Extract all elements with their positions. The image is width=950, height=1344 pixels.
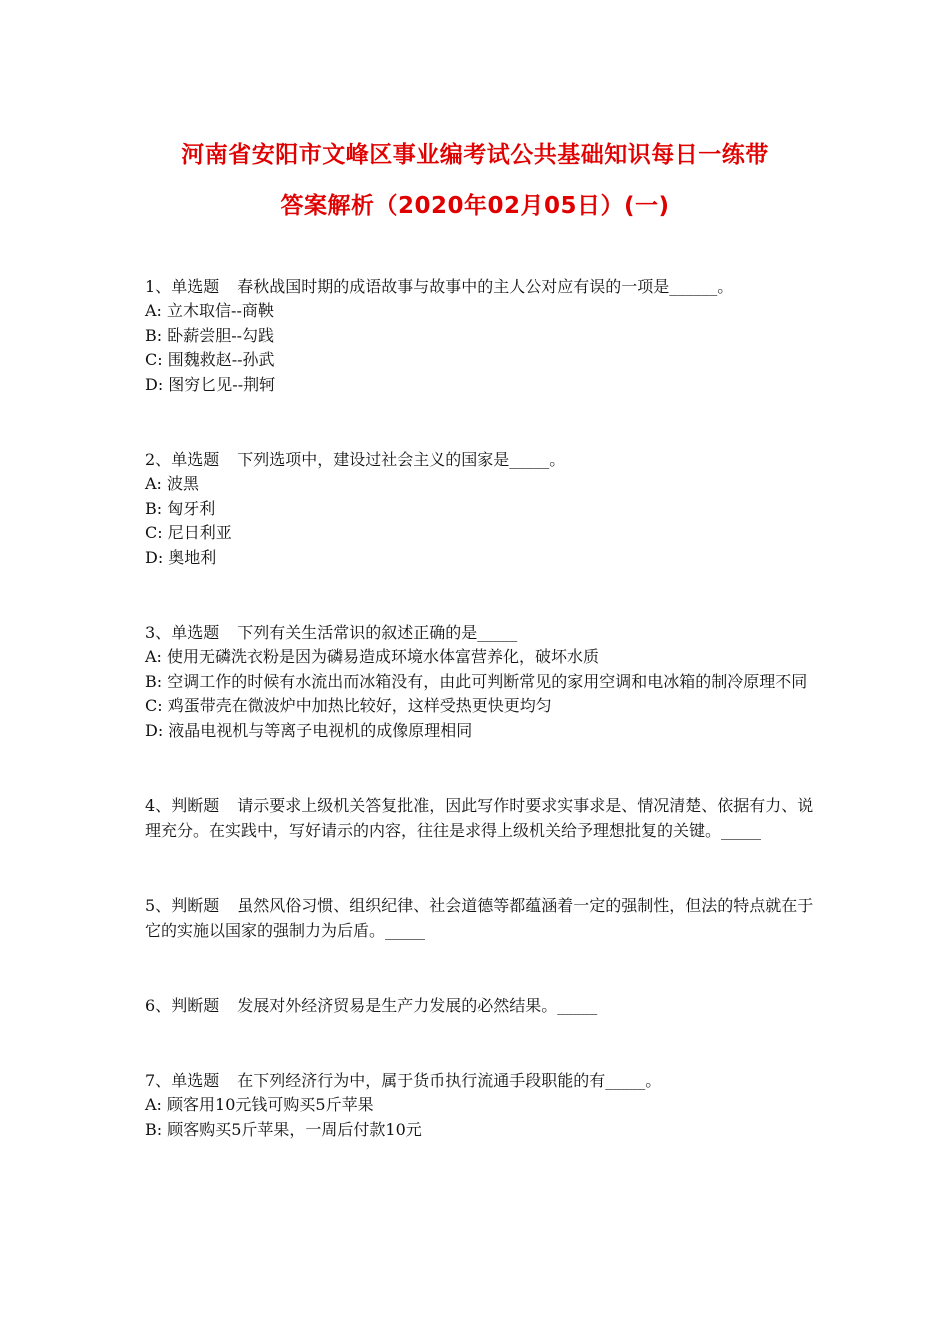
option-list: [145, 1093, 825, 1142]
question-type: 判断题: [171, 796, 220, 815]
answer-option: C: 围魏救赵--孙武: [145, 350, 275, 369]
question-type: 单选题: [171, 623, 220, 642]
answer-option: A: 立木取信--商鞅: [145, 301, 274, 320]
answer-option: C: 尼日利亚: [145, 523, 232, 542]
answer-option: C: 鸡蛋带壳在微波炉中加热比较好，这样受热更快更均匀: [145, 696, 552, 715]
question-stem: [145, 893, 825, 943]
question-number: 4、: [145, 796, 172, 815]
question-stem: [145, 1068, 825, 1093]
answer-option: D: 液晶电视机与等离子电视机的成像原理相同: [145, 720, 473, 740]
question-stem: [145, 274, 825, 299]
question-item: [145, 1068, 825, 1142]
document-title-line-2: 答案解析（2020年02月05日）(一): [280, 193, 670, 219]
answer-option: B: 顾客购买5斤苹果，一周后付款10元: [145, 1119, 422, 1139]
question-item: [145, 893, 825, 943]
question-list: [145, 274, 825, 1142]
option-list: [145, 299, 825, 397]
question-text: 下列有关生活常识的叙述正确的是_____: [237, 623, 518, 642]
answer-option: D: 奥地利: [145, 547, 217, 567]
question-stem: [145, 620, 825, 645]
question-text: 春秋战国时期的成语故事与故事中的主人公对应有误的一项是______。: [237, 277, 734, 296]
question-type: 判断题: [171, 996, 220, 1015]
question-stem: [145, 993, 825, 1018]
answer-option: B: 匈牙利: [145, 498, 216, 518]
question-type: 单选题: [171, 1071, 220, 1090]
question-stem: [145, 447, 825, 472]
answer-option: B: 空调工作的时候有水流出而冰箱没有，由此可判断常见的家用空调和电冰箱的制冷原理不同: [145, 671, 808, 691]
question-number: 5、: [145, 896, 172, 915]
question-number: 2、: [145, 450, 172, 469]
answer-option: A: 顾客用10元钱可购买5斤苹果: [145, 1095, 374, 1114]
option-list: [145, 472, 825, 570]
question-item: [145, 274, 825, 397]
question-number: 6、: [145, 996, 172, 1015]
question-text: 请示要求上级机关答复批准，因此写作时要求实事求是、情况清楚、依据有力、说理充分。在实践中，写好请示的内容，往往是求得上级机关给予理想批复的关键。_____: [145, 796, 814, 840]
question-item: [145, 993, 825, 1018]
question-item: [145, 793, 825, 843]
question-number: 1、: [145, 277, 172, 296]
question-text: 下列选项中，建设过社会主义的国家是_____。: [237, 450, 566, 469]
question-type: 判断题: [171, 896, 220, 915]
question-item: [145, 447, 825, 570]
question-text: 发展对外经济贸易是生产力发展的必然结果。_____: [237, 996, 598, 1015]
question-number: 7、: [145, 1071, 172, 1090]
answer-option: D: 图穷匕见--荆轲: [145, 374, 276, 394]
answer-option: A: 使用无磷洗衣粉是因为磷易造成环境水体富营养化，破坏水质: [145, 647, 600, 666]
question-text: 虽然风俗习惯、组织纪律、社会道德等都蕴涵着一定的强制性，但法的特点就在于它的实施以国家的强制力为后盾。_____: [145, 896, 814, 940]
option-list: [145, 645, 825, 743]
answer-option: B: 卧薪尝胆--勾践: [145, 325, 275, 345]
question-type: 单选题: [171, 277, 220, 296]
answer-option: A: 波黑: [145, 474, 200, 493]
question-stem: [145, 793, 825, 843]
question-text: 在下列经济行为中，属于货币执行流通手段职能的有_____。: [237, 1071, 662, 1090]
question-item: [145, 620, 825, 743]
question-type: 单选题: [171, 450, 220, 469]
question-number: 3、: [145, 623, 172, 642]
document-title-line-1: 河南省安阳市文峰区事业编考试公共基础知识每日一练带: [181, 142, 769, 168]
